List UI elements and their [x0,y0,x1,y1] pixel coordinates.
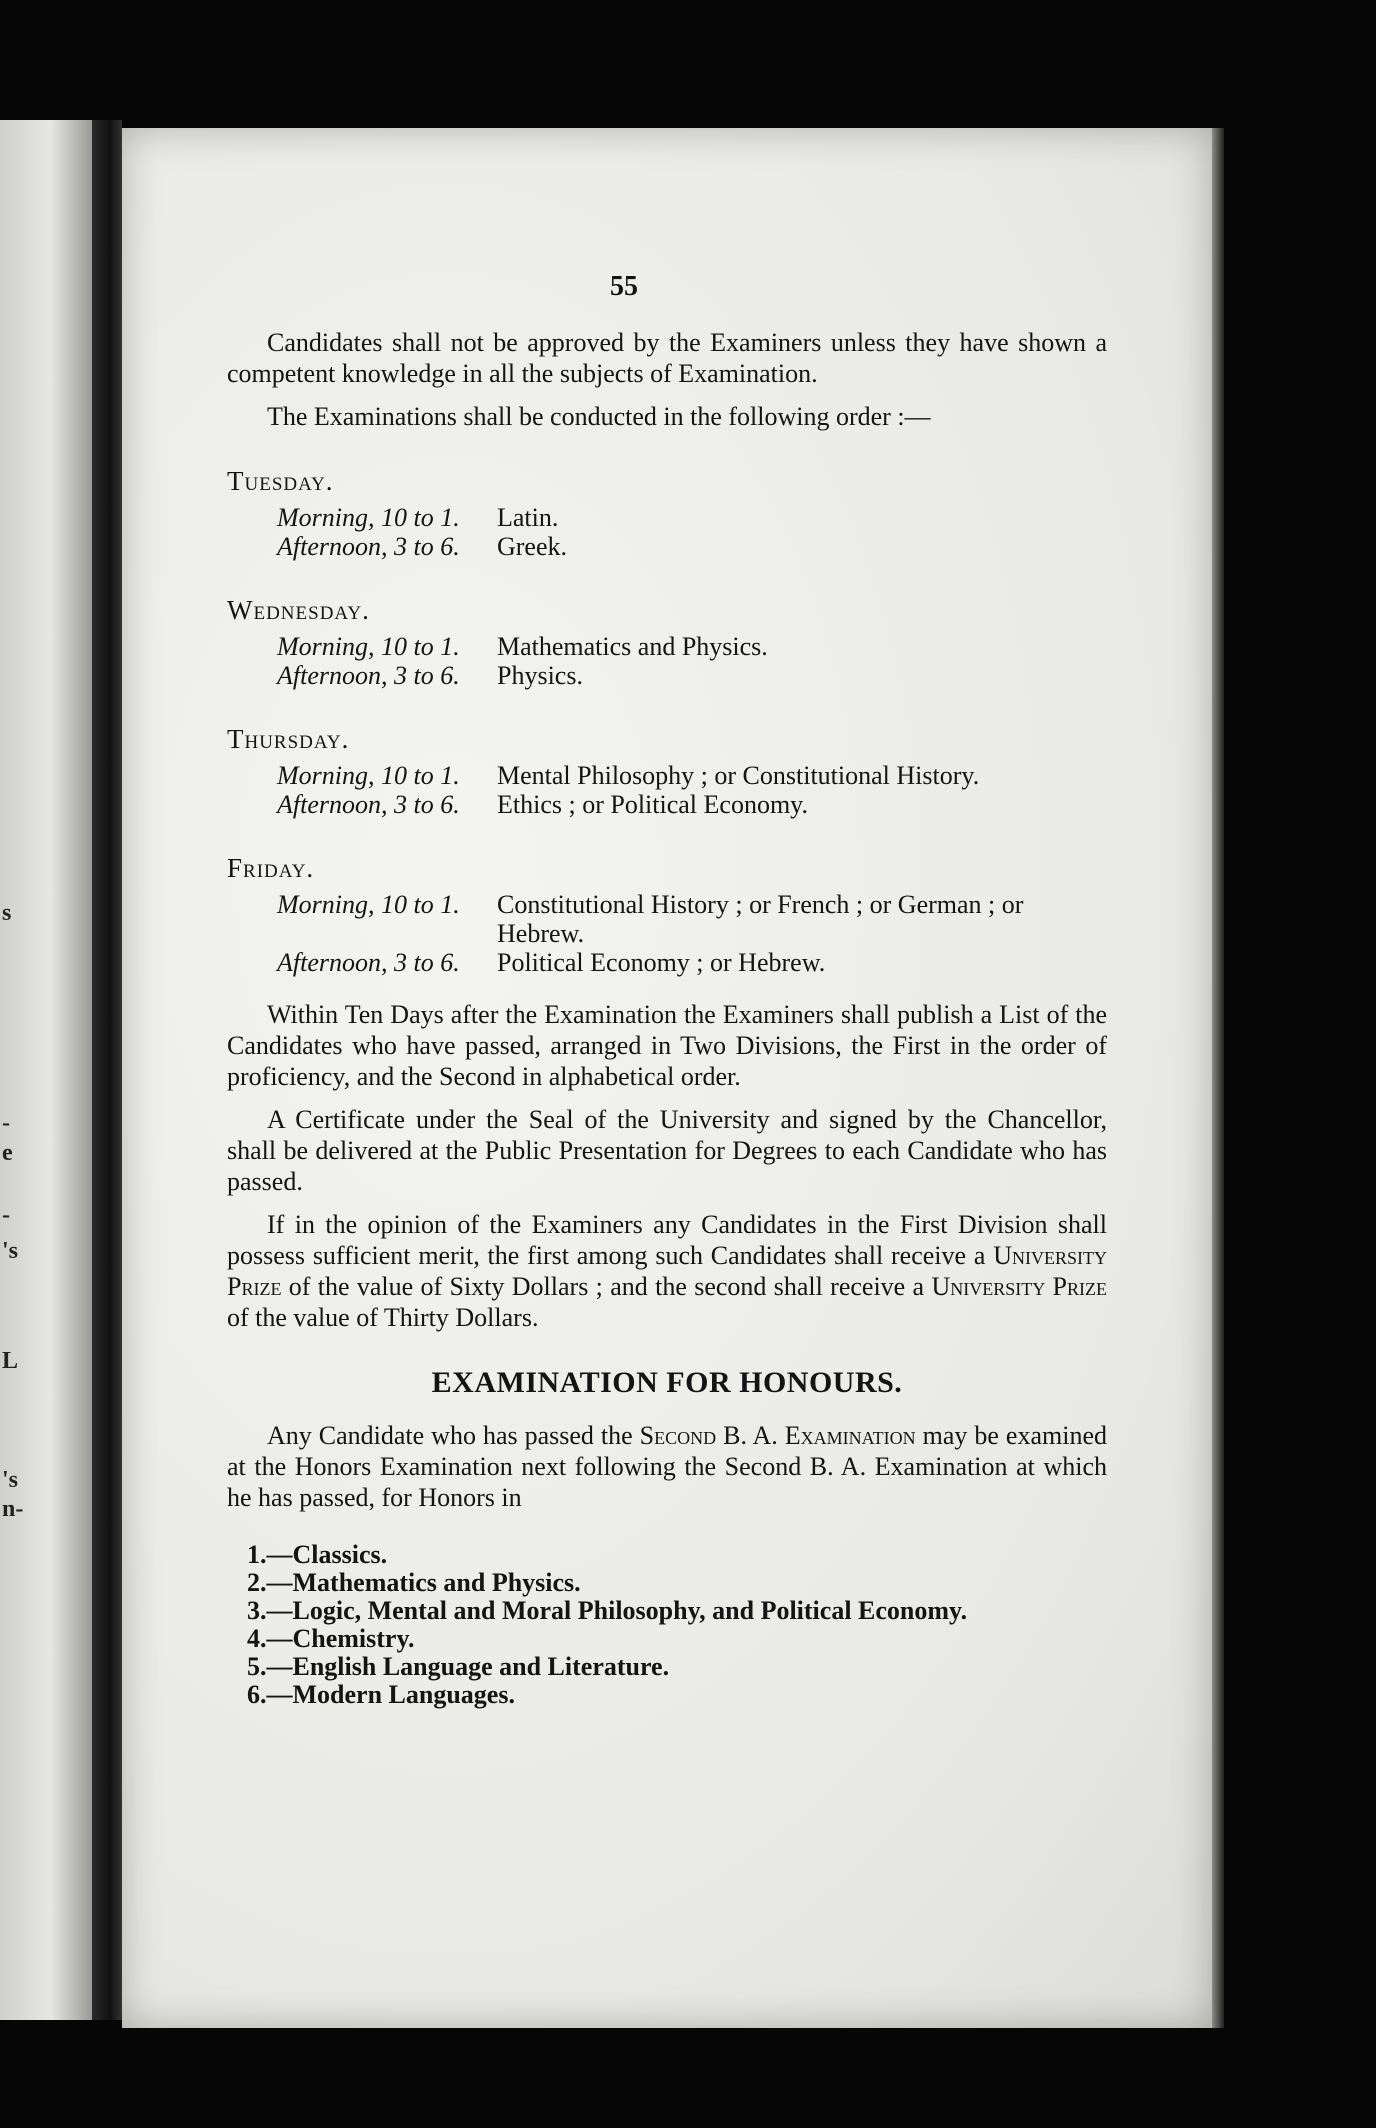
left-page-fragment: s [2,900,12,926]
session-subject: Greek. [497,532,568,561]
session-subject: Mathematics and Physics. [497,632,768,661]
prize-paragraph [227,1209,1107,1333]
honours-heading: EXAMINATION FOR HONOURS. [431,1366,903,1399]
left-page-fragment: n- [2,1496,24,1522]
page-content [227,273,1107,1709]
schedule-row [277,503,1107,532]
session-time: Afternoon, 3 to 6. [277,661,460,690]
session-subject: Ethics ; or Political Economy. [497,790,808,819]
schedule-sessions [277,503,1107,561]
list-item: 4.—Chemistry. [247,1624,415,1653]
session-time: Afternoon, 3 to 6. [277,532,460,561]
honours-exam-name: Second B. A. Examination [639,1421,916,1450]
schedule-row [277,948,1107,977]
schedule-day: Thursday. [227,724,350,754]
list-item: 1.—Classics. [247,1540,388,1569]
session-time: Morning, 10 to 1. [277,761,460,790]
book-gutter [92,120,122,2020]
schedule-sessions [277,761,1107,819]
left-page-fragment: - [2,1110,10,1136]
schedule-row [277,790,1107,819]
honours-subject-list [247,1541,1107,1709]
schedule-sessions [277,890,1107,977]
session-subject: Physics. [497,661,583,690]
schedule-row [277,890,1107,948]
schedule-sessions [277,632,1107,690]
left-facing-page [0,120,92,2020]
session-subject: Latin. [497,503,559,532]
session-time: Morning, 10 to 1. [277,890,460,919]
honours-text: may be examined at the Honors Examination next following the Second B. A. Examination at which he has passed, for Honors in [227,1421,1108,1512]
page-edge [1212,128,1224,2028]
schedule-day: Friday. [227,853,315,883]
results-paragraph: Within Ten Days after the Examination the Examiners shall publish a List of the Candidates who have passed, arranged in Two Divisions, the First in the order of proficiency, and the Second in alphabetical order. [227,1000,1107,1091]
session-subject: Political Economy ; or Hebrew. [497,948,826,977]
session-subject: Mental Philosophy ; or Constitutional History. [497,761,980,790]
page-number: 55 [610,271,638,302]
honours-paragraph [227,1420,1107,1513]
list-item: 5.—English Language and Literature. [247,1652,670,1681]
honours-text: Any Candidate who has passed the [267,1421,640,1450]
session-time: Morning, 10 to 1. [277,632,460,661]
list-item: 2.—Mathematics and Physics. [247,1568,581,1597]
left-page-fragment: 's [2,1238,19,1264]
left-page-fragment: e [2,1140,13,1166]
schedule-day: Wednesday. [227,595,370,625]
session-time: Afternoon, 3 to 6. [277,948,460,977]
session-time: Afternoon, 3 to 6. [277,790,460,819]
prize-text: of the value of Sixty Dollars ; and the second shall receive a [281,1272,932,1301]
session-subject: Constitutional History ; or French ; or German ; or Hebrew. [497,890,1024,948]
left-page-fragment: L [2,1348,19,1374]
list-item: 6.—Modern Languages. [247,1680,515,1709]
left-page-fragment: - [2,1202,10,1228]
session-time: Morning, 10 to 1. [277,503,460,532]
university-prize: University Prize [931,1272,1107,1301]
examination-schedule [227,466,1107,977]
schedule-row [277,661,1107,690]
left-page-fragment: 's [2,1467,19,1493]
certificate-paragraph: A Certificate under the Seal of the University and signed by the Chancellor, shall be delivered at the Public Presentation for Degrees to each Candidate who has passed. [227,1105,1107,1196]
university-prize: University Prize [227,1241,1107,1301]
schedule-row [277,532,1107,561]
schedule-row [277,632,1107,661]
prize-text: If in the opinion of the Examiners any Candidates in the First Division shall possess sufficient merit, the first among such Candidates shall receive a [227,1210,1107,1270]
schedule-day: Tuesday. [227,466,334,496]
book-page [122,128,1212,2028]
schedule-row [277,761,1107,790]
intro-paragraph: The Examinations shall be conducted in the following order :— [267,402,931,431]
intro-paragraph: Candidates shall not be approved by the Examiners unless they have shown a competent knowledge in all the subjects of Examination. [227,328,1107,388]
prize-text: of the value of Thirty Dollars. [227,1303,539,1332]
list-item: 3.—Logic, Mental and Moral Philosophy, and Political Economy. [247,1596,968,1625]
